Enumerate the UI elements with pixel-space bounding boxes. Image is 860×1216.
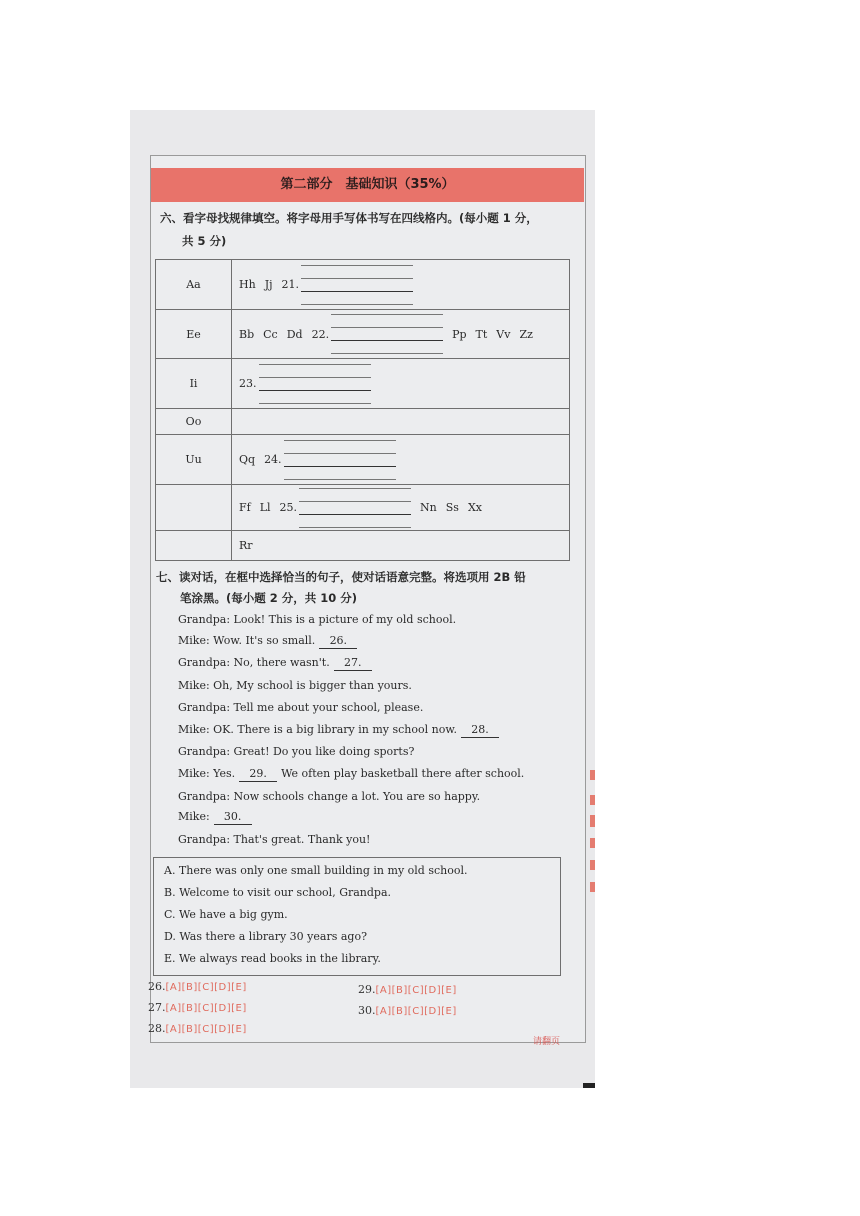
dialog-line: Grandpa: Now schools change a lot. You are so happy. [178,790,481,803]
letter: Bb [239,327,255,341]
margin-mark [590,838,595,848]
grid-content [239,539,568,552]
letter: Pp [452,327,467,341]
bubble-choices: [A][B][C][D][E] [165,1003,247,1014]
answer-blank-30[interactable]: 30. [214,810,252,825]
dialog-line: Mike: Yes. 29. We often play basketball there after school. [178,767,525,780]
question-number: 21. [281,278,300,291]
letter: Ss [445,501,459,514]
grid-row [156,485,570,531]
grid-content [232,409,570,435]
answer-row-27[interactable]: 27.[A][B][C][D][E] [148,1001,247,1014]
question-number: 22. [311,327,330,341]
letter: Tt [475,327,488,341]
grid-row [156,409,570,435]
option-e: E. We always read books in the library. [164,952,381,965]
dialog-line: Grandpa: That's great. Thank you! [178,833,371,846]
letter: Cc [263,327,278,341]
question-number: 24. [264,453,282,466]
bubble-choices: [A][B][C][D][E] [165,1024,247,1035]
four-line-writing-box[interactable] [299,488,411,528]
grid-content [239,364,568,404]
part-two-banner: 第二部分 基础知识（35%） [151,168,584,202]
grid-content [239,265,568,305]
letter: Dd [286,327,303,341]
turn-page-note: 请翻页 [533,1037,561,1047]
dialog-line: Grandpa: No, there wasn't. 27. [178,656,376,671]
bubble-choices: [A][B][C][D][E] [375,1006,457,1017]
dialog-line: Mike: OK. There is a big library in my school now. 28. [178,723,503,738]
grid-content [239,440,568,480]
answer-blank-28[interactable]: 28. [461,723,499,738]
option-a: A. There was only one small building in my old school. [164,864,468,877]
question-number: 25. [279,501,298,514]
dialog-line: Grandpa: Tell me about your school, please. [178,701,424,714]
margin-mark [590,795,595,805]
answer-blank-27[interactable]: 27. [334,656,372,671]
letter: Ll [259,501,271,514]
letter: Jj [264,278,273,291]
margin-mark [590,815,595,827]
grid-row [156,359,570,409]
grid-content [239,314,568,354]
dialog-line: Mike: 30. [178,810,256,825]
section7-subtitle: 笔涂黑。(每小题 2 分，共 10 分) [180,591,358,605]
grid-row [156,435,570,485]
letter-grid [155,259,570,561]
letter: Zz [519,327,533,341]
letter: Nn [420,501,437,514]
bubble-choices: [A][B][C][D][E] [165,982,247,993]
grid-cap: Aa [156,260,232,310]
section6-title: 六、看字母找规律填空。将字母用手写体书写在四线格内。(每小题 1 分， [160,211,538,225]
grid-cap [156,531,232,561]
margin-mark [590,882,595,892]
letter: Rr [239,539,253,552]
photo-corner-shadow [583,1083,595,1088]
four-line-writing-box[interactable] [331,314,443,354]
grid-cap [156,485,232,531]
four-line-writing-box[interactable] [259,364,371,404]
dialog-line: Mike: Wow. It's so small. 26. [178,634,361,649]
margin-mark [590,770,595,780]
option-c: C. We have a big gym. [164,908,288,921]
dialog-line: Grandpa: Look! This is a picture of my old school. [178,613,457,626]
grid-cap: Ii [156,359,232,409]
grid-row [156,531,570,561]
answer-row-30[interactable]: 30.[A][B][C][D][E] [358,1004,457,1017]
margin-mark [590,860,595,870]
option-d: D. Was there a library 30 years ago? [164,930,367,943]
option-b: B. Welcome to visit our school, Grandpa. [164,886,392,899]
dialog-line: Grandpa: Great! Do you like doing sports? [178,745,415,758]
grid-content [239,488,568,528]
grid-row [156,260,570,310]
answer-row-29[interactable]: 29.[A][B][C][D][E] [358,983,457,996]
dialog-line: Mike: Oh, My school is bigger than yours. [178,679,412,692]
bubble-choices: [A][B][C][D][E] [375,985,457,996]
four-line-writing-box[interactable] [284,440,396,480]
grid-cap: Oo [156,409,232,435]
letter: Hh [239,278,256,291]
answer-row-26[interactable]: 26.[A][B][C][D][E] [148,980,247,993]
letter: Qq [239,453,256,466]
section7-title: 七、读对话，在框中选择恰当的句子，使对话语意完整。将选项用 2B 铅 [156,570,526,584]
grid-cap: Ee [156,310,232,359]
grid-cap: Uu [156,435,232,485]
letter: Xx [467,501,482,514]
letter: Vv [496,327,511,341]
letter: Ff [239,501,251,514]
section6-subtitle: 共 5 分) [182,234,227,248]
options-box [153,857,561,976]
four-line-writing-box[interactable] [301,265,413,305]
grid-row [156,310,570,359]
answer-blank-26[interactable]: 26. [319,634,357,649]
answer-row-28[interactable]: 28.[A][B][C][D][E] [148,1022,247,1035]
answer-blank-29[interactable]: 29. [239,767,277,782]
question-number: 23. [239,377,257,390]
